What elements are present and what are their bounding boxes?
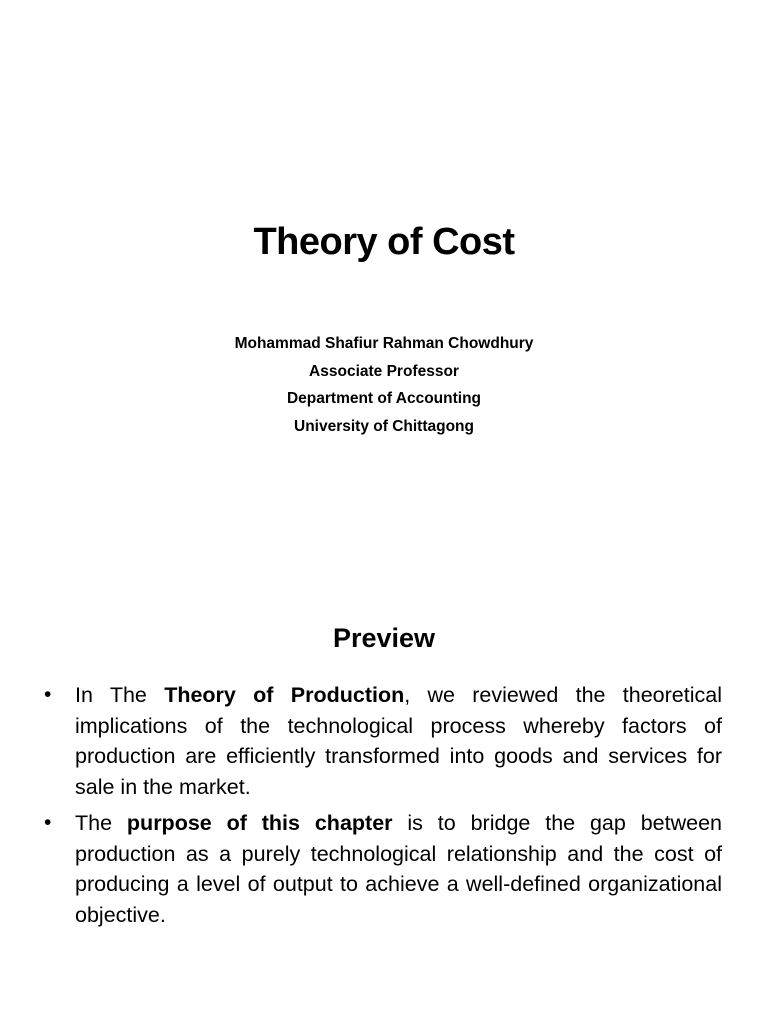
bullet-icon: • bbox=[44, 811, 52, 834]
bullet-text-pre: In The bbox=[75, 683, 165, 707]
bullet-text-bold: purpose of this chapter bbox=[126, 811, 393, 835]
bullet-text-bold: Theory of Production bbox=[164, 683, 405, 707]
author-department: Department of Accounting bbox=[286, 390, 482, 407]
slide-title: Theory of Cost bbox=[253, 221, 515, 263]
bullet-icon: • bbox=[44, 683, 52, 706]
author-university: University of Chittagong bbox=[294, 417, 474, 435]
author-name: Mohammad Shafiur Rahman Chowdhury bbox=[234, 335, 534, 352]
preview-heading: Preview bbox=[332, 623, 436, 653]
author-position: Associate Professor bbox=[309, 362, 459, 380]
bullet-list bbox=[44, 680, 722, 936]
bullet-text-post: , we reviewed the theoretical implications of the technological process whereby factors of production are efficiently transformed into goods and services for sale in the market. bbox=[75, 683, 722, 799]
bullet-text-pre: The bbox=[75, 811, 127, 835]
bullet-item bbox=[44, 808, 722, 930]
preview-slide bbox=[0, 512, 768, 1024]
author-block bbox=[0, 330, 768, 440]
bullet-text-post: is to bridge the gap between production as a purely technological relationship and the cost of producing a level of output to achieve a well-defined organizational objective. bbox=[75, 811, 723, 927]
bullet-item bbox=[44, 680, 722, 802]
